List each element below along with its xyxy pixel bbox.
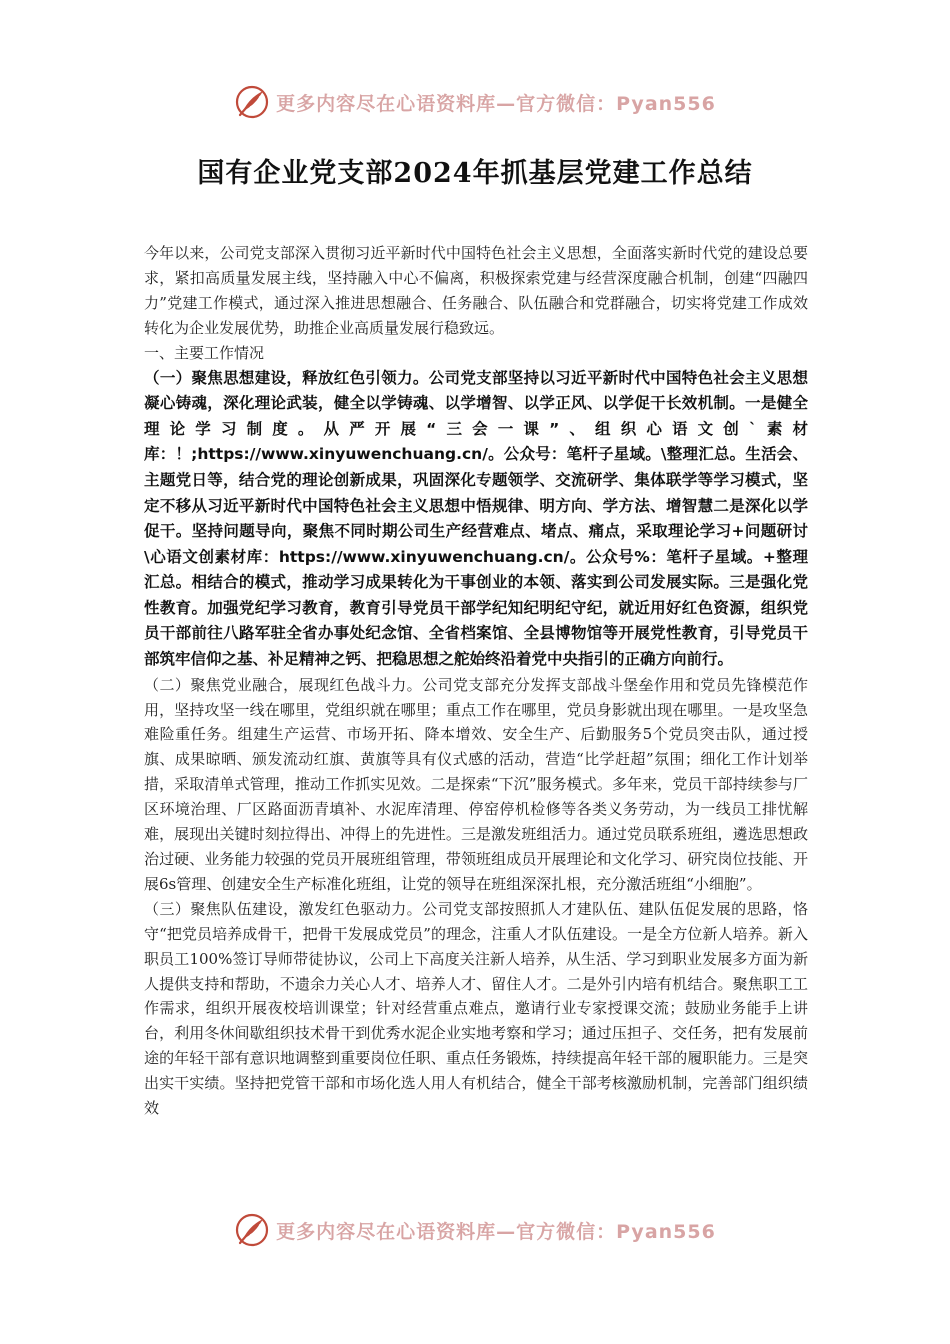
subsection-3-paragraph: （三）聚焦队伍建设，激发红色驱动力。公司党支部按照抓人才建队伍、建队伍促发展的思路，恪守“把党员培养成骨干，把骨干发展成党员”的理念，注重人才队伍建设。一是全方位新人培养。新入职员工100%签订导师带徒协议，公司上下高度关注新人培养，从生活、学习到职业发展多方面为新人提供支持和帮助，不遗余力关心人才、培养人才、留住人才。二是外引内培有机结合。聚焦职工工作需求，组织开展夜校培训课堂；针对经营重点难点，邀请行业专家授课交流；鼓励业务能手上讲台，利用冬休间歇组织技术骨干到优秀水泥企业实地考察和学习；通过压担子、交任务，把有发展前途的年轻干部有意识地调整到重要岗位任职、重点任务锻炼，持续提高年轻干部的履职能力。三是突出实干实绩。坚持把党管干部和市场化选人用人有机结合，健全干部考核激励机制，完善部门组织绩效 xyxy=(144,899,808,1118)
document-body xyxy=(144,241,808,1121)
banner-text: 更多内容尽在心语资料库—官方微信：Pyan556 xyxy=(276,1220,716,1243)
section-heading: 一、主要工作情况 xyxy=(144,343,265,362)
page-title: 国有企业党支部2024年抓基层党建工作总结 xyxy=(197,158,753,189)
quill-logo-icon xyxy=(234,1212,270,1248)
footer-banner xyxy=(0,1208,950,1252)
quill-logo-icon xyxy=(234,84,270,120)
header-banner xyxy=(0,80,950,124)
subsection-1-paragraph: （一）聚焦思想建设，释放红色引领力。公司党支部坚持以习近平新时代中国特色社会主义思想凝心铸魂，深化理论武装，健全以学铸魂、以学增智、以学正风、以学促干长效机制。一是健全理论学习制度。从严开展“三会一课”、组织心语文创`素材库：！;https://www.xinyuwenchuang.cn/。公众号：笔杆子星域。\整理汇总。生活会、主题党日等，结合党的理论创新成果，巩固深化专题领学、交流研学、集体联学等学习模式，坚定不移从习近平新时代中国特色社会主义思想中悟规律、明方向、学方法、增智慧二是深化以学促干。坚持问题导向，聚焦不同时期公司生产经营难点、堵点、痛点，采取理论学习+问题研讨\心语文创素材库：https://www.xinyuwenchuang.cn/。公众号%：笔杆子星域。+整理汇总。相结合的模式，推动学习成果转化为干事创业的本领、落实到公司发展实际。三是强化党性教育。加强党纪学习教育，教育引导党员干部学纪知纪明纪守纪，就近用好红色资源，组织党员干部前往八路军驻全省办事处纪念馆、全省档案馆、全县博物馆等开展党性教育，引导党员干部筑牢信仰之基、补足精神之钙、把稳思想之舵始终沿着党中央指引的正确方向前行。 xyxy=(144,368,808,669)
banner-text: 更多内容尽在心语资料库—官方微信：Pyan556 xyxy=(276,92,716,115)
intro-paragraph: 今年以来，公司党支部深入贯彻习近平新时代中国特色社会主义思想，全面落实新时代党的建设总要求，紧扣高质量发展主线，坚持融入中心不偏离，积极探索党建与经营深度融合机制，创建“四融四力”党建工作模式，通过深入推进思想融合、任务融合、队伍融合和党群融合，切实将党建工作成效转化为企业发展优势，助推企业高质量发展行稳致远。 xyxy=(144,244,808,337)
subsection-2-paragraph: （二）聚焦党业融合，展现红色战斗力。公司党支部充分发挥支部战斗堡垒作用和党员先锋模范作用，坚持攻坚一线在哪里，党组织就在哪里；重点工作在哪里，党员身影就出现在哪里。一是攻坚急难险重任务。组建生产运营、市场开拓、降本增效、安全生产、后勤服务5个党员突击队，通过授旗、成果晾晒、颁发流动红旗、黄旗等具有仪式感的活动，营造“比学赶超”氛围；细化工作计划举措，采取清单式管理，推动工作抓实见效。二是探索“下沉”服务模式。多年来，党员干部持续参与厂区环境治理、厂区路面沥青填补、水泥库清理、停窑停机检修等各类义务劳动，为一线员工排忧解难，展现出关键时刻拉得出、冲得上的先进性。三是激发班组活力。通过党员联系班组，遴选思想政治过硬、业务能力较强的党员开展班组管理，带领班组成员开展理论和文化学习、研究岗位技能、开展6s管理、创建安全生产标准化班组，让党的领导在班组深深扎根，充分激活班组“小细胞”。 xyxy=(144,675,808,893)
